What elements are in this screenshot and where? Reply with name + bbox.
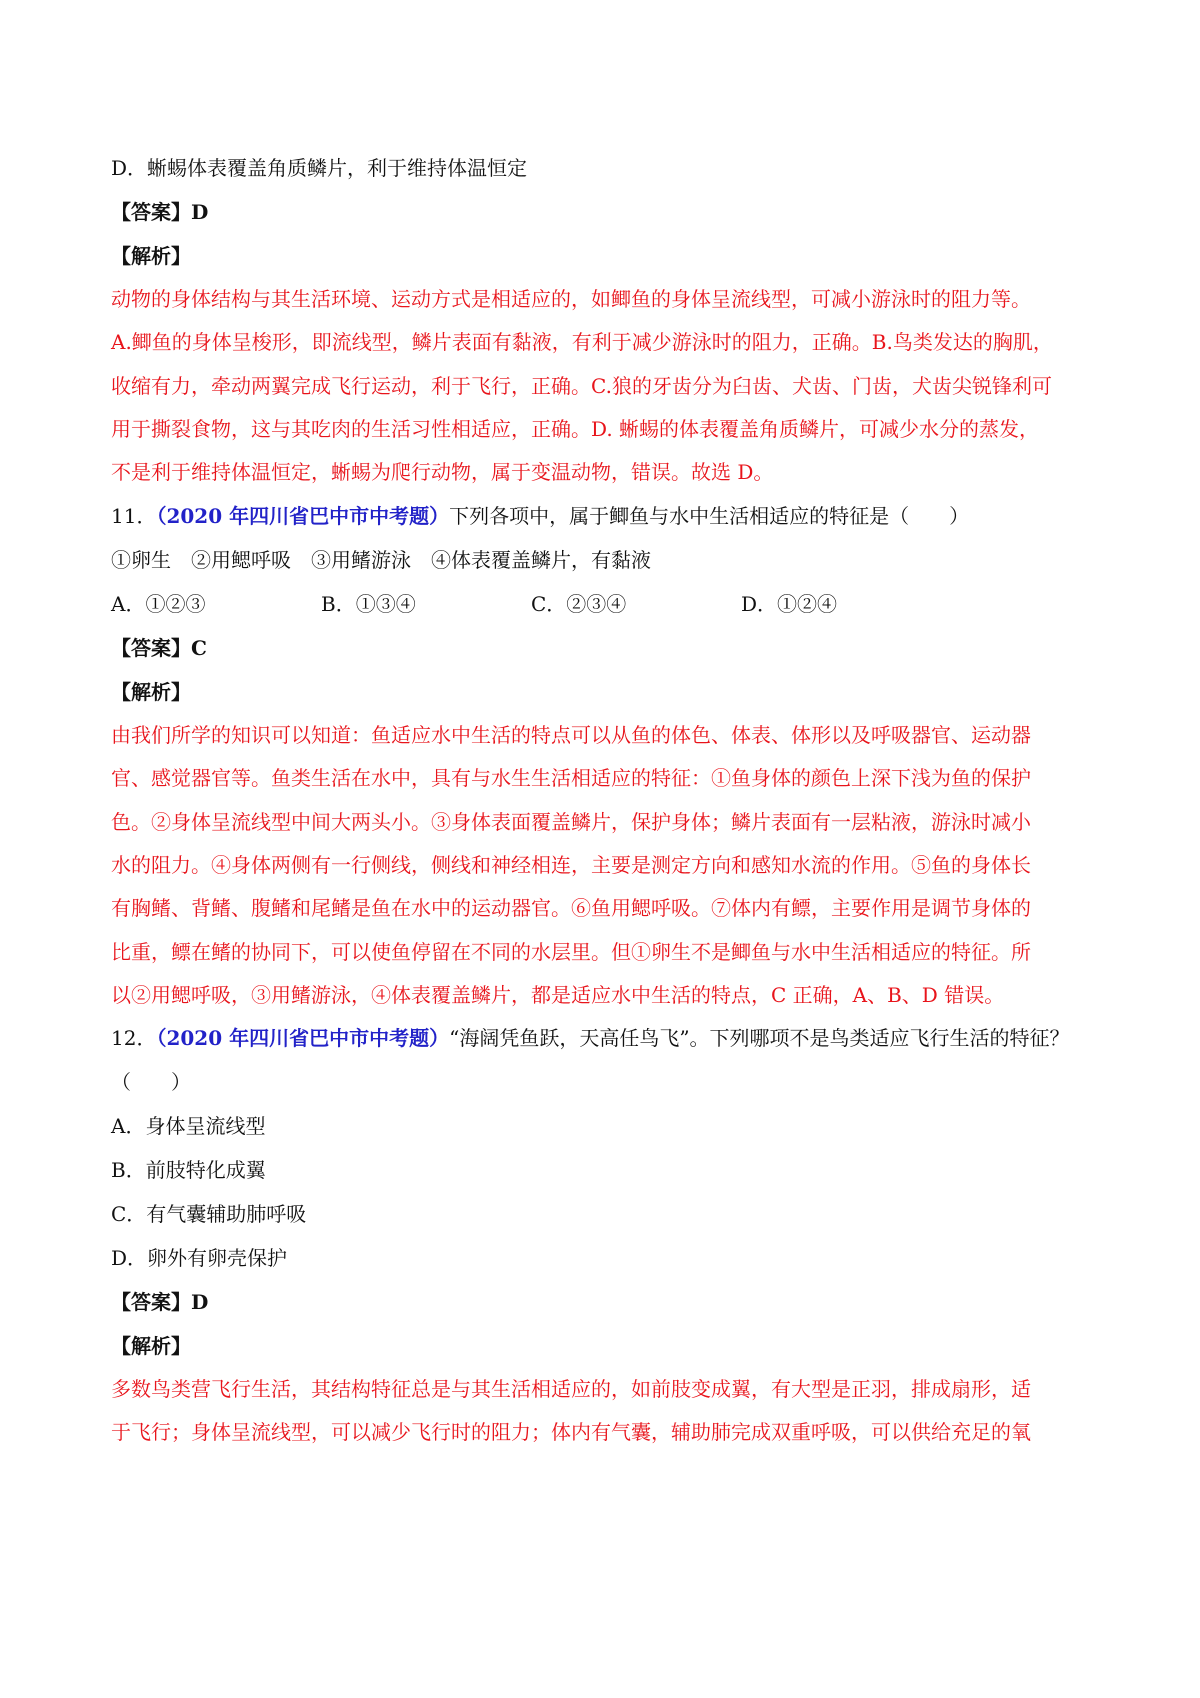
q11-option-d: D．①②④	[741, 592, 838, 616]
q11-analysis-line: 由我们所学的知识可以知道：鱼适应水中生活的特点可以从鱼的体色、体表、体形以及呼吸器官、运动器	[111, 723, 1031, 747]
q11-analysis-line: 色。②身体呈流线型中间大两头小。③身体表面覆盖鳞片，保护身体；鳞片表面有一层粘液，游泳时减小	[111, 810, 1031, 834]
q11-answer: 【答案】C	[111, 636, 207, 660]
q12-option-d: D．卵外有卵壳保护	[111, 1246, 288, 1270]
q10-answer: 【答案】D	[111, 200, 209, 224]
q11-option-b: B．①③④	[321, 592, 416, 616]
q11-analysis-line: 以②用鳃呼吸，③用鳍游泳，④体表覆盖鳞片，都是适应水中生活的特点，C 正确，A、B、D 错误。	[111, 983, 1005, 1007]
q10-analysis-line: 动物的身体结构与其生活环境、运动方式是相适应的，如鲫鱼的身体呈流线型，可减小游泳时的阻力等。	[111, 287, 1031, 311]
q11-items: ①卵生 ②用鳃呼吸 ③用鳍游泳 ④体表覆盖鳞片，有黏液	[111, 548, 651, 572]
q12-option-a: A．身体呈流线型	[111, 1114, 266, 1138]
q11-stem-line	[111, 502, 1101, 530]
q10-analysis-line: 收缩有力，牵动两翼完成飞行运动，利于飞行，正确。C.狼的牙齿分为臼齿、犬齿、门齿，犬齿尖锐锋利可	[111, 374, 1052, 398]
q12-stem: “海阔凭鱼跃，天高任鸟飞”。下列哪项不是鸟类适应飞行生活的特征？	[449, 1026, 1070, 1050]
q11-analysis-line: 水的阻力。④身体两侧有一行侧线，侧线和神经相连，主要是测定方向和感知水流的作用。⑤鱼的身体长	[111, 853, 1031, 877]
q11-analysis-heading: 【解析】	[111, 680, 191, 704]
q10-analysis-line: A.鲫鱼的身体呈梭形，即流线型，鳞片表面有黏液，有利于减少游泳时的阻力，正确。B.鸟类发达的胸肌，	[111, 330, 1053, 354]
q12-stem-cont: （ ）	[111, 1070, 191, 1094]
q11-option-a: A．①②③	[111, 592, 206, 616]
q12-option-b: B．前肢特化成翼	[111, 1158, 266, 1182]
q11-analysis-line: 比重，鳔在鳍的协同下，可以使鱼停留在不同的水层里。但①卵生不是鲫鱼与水中生活相适应的特征。所	[111, 940, 1031, 964]
q12-answer: 【答案】D	[111, 1290, 209, 1314]
q12-stem-line	[111, 1024, 1101, 1052]
q11-stem: 下列各项中，属于鲫鱼与水中生活相适应的特征是（ ）	[449, 504, 970, 528]
q10-analysis-line: 不是利于维持体温恒定，蜥蜴为爬行动物，属于变温动物，错误。故选 D。	[111, 460, 774, 484]
q10-analysis-line: 用于撕裂食物，这与其吃肉的生活习性相适应，正确。D. 蜥蜴的体表覆盖角质鳞片，可减少水分的蒸发，	[111, 417, 1040, 441]
q11-analysis-line: 有胸鳍、背鳍、腹鳍和尾鳍是鱼在水中的运动器官。⑥鱼用鳃呼吸。⑦体内有鳔，主要作用是调节身体的	[111, 896, 1031, 920]
q10-option-d: D．蜥蜴体表覆盖角质鳞片，利于维持体温恒定	[111, 156, 528, 180]
q11-number: 11．	[111, 504, 157, 528]
q12-analysis-line: 于飞行；身体呈流线型，可以减少飞行时的阻力；体内有气囊，辅助肺完成双重呼吸，可以供给充足的氧	[111, 1420, 1031, 1444]
q12-source: （2020 年四川省巴中市中考题）	[156, 1026, 450, 1050]
q12-number: 12．	[111, 1026, 157, 1050]
q11-analysis-line: 官、感觉器官等。鱼类生活在水中，具有与水生生活相适应的特征：①鱼身体的颜色上深下浅为鱼的保护	[111, 766, 1031, 790]
q11-source: （2020 年四川省巴中市中考题）	[156, 504, 450, 528]
q10-analysis-heading: 【解析】	[111, 244, 191, 268]
q12-option-c: C．有气囊辅助肺呼吸	[111, 1202, 307, 1226]
q12-analysis-line: 多数鸟类营飞行生活，其结构特征总是与其生活相适应的，如前肢变成翼，有大型是正羽，排成扇形，适	[111, 1377, 1031, 1401]
q11-option-c: C．②③④	[531, 592, 627, 616]
q12-analysis-heading: 【解析】	[111, 1334, 191, 1358]
